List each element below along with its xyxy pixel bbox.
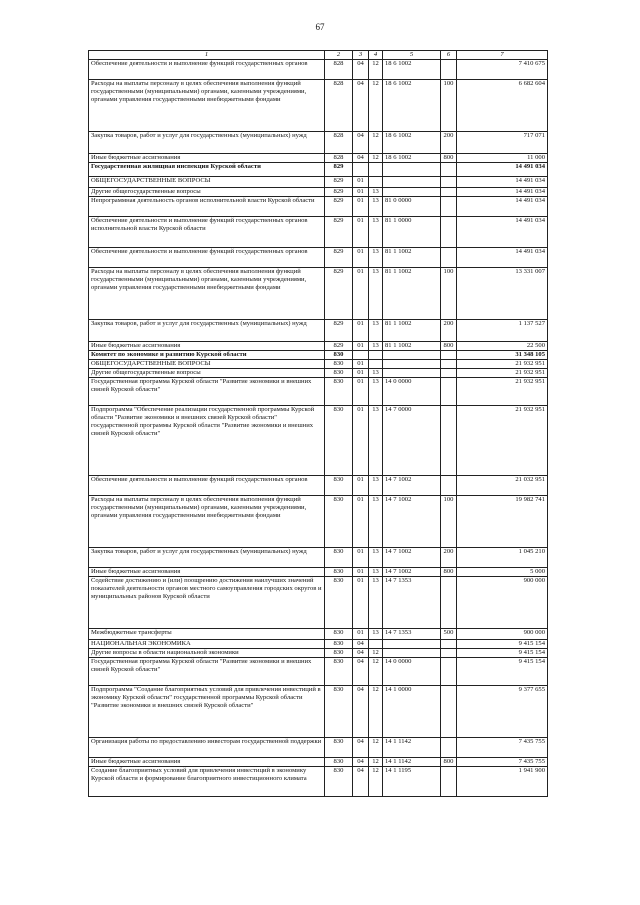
row-code-rz: 01 <box>353 406 369 476</box>
row-code-grbs: 830 <box>325 406 353 476</box>
row-code-csr: 81 1 0000 <box>383 217 441 248</box>
row-code-grbs: 828 <box>325 132 353 154</box>
row-code-pr: 12 <box>369 154 383 163</box>
row-code-grbs: 830 <box>325 738 353 758</box>
table-row <box>89 177 548 188</box>
row-code-vr <box>441 378 457 406</box>
row-amount: 9 415 154 <box>457 649 548 658</box>
row-code-pr: 12 <box>369 767 383 797</box>
row-name: Обеспечение деятельности и выполнение функций государственных органов <box>89 476 325 496</box>
row-code-csr <box>383 360 441 369</box>
row-amount: 717 071 <box>457 132 548 154</box>
row-code-csr <box>383 188 441 197</box>
row-name: Иные бюджетные ассигнования <box>89 342 325 351</box>
table-row <box>89 476 548 496</box>
row-code-vr <box>441 163 457 177</box>
row-code-rz <box>353 351 369 360</box>
table-row <box>89 351 548 360</box>
row-code-pr: 12 <box>369 649 383 658</box>
row-amount: 7 435 755 <box>457 738 548 758</box>
row-amount: 5 000 <box>457 568 548 577</box>
table-row <box>89 378 548 406</box>
table-row <box>89 188 548 197</box>
row-code-vr: 800 <box>441 154 457 163</box>
row-amount: 21 032 951 <box>457 476 548 496</box>
budget-table <box>88 50 548 797</box>
row-code-csr <box>383 369 441 378</box>
row-code-rz: 04 <box>353 758 369 767</box>
row-code-vr <box>441 360 457 369</box>
row-code-grbs: 830 <box>325 496 353 548</box>
row-code-pr: 13 <box>369 342 383 351</box>
row-code-vr <box>441 406 457 476</box>
table-row <box>89 342 548 351</box>
row-code-pr: 12 <box>369 658 383 686</box>
row-code-pr: 13 <box>369 369 383 378</box>
row-code-vr <box>441 197 457 217</box>
row-code-csr <box>383 163 441 177</box>
row-code-csr: 81 1 1002 <box>383 248 441 268</box>
row-code-grbs: 829 <box>325 197 353 217</box>
header-cell: 4 <box>369 51 383 60</box>
row-amount: 31 348 105 <box>457 351 548 360</box>
row-code-grbs: 829 <box>325 268 353 320</box>
row-code-csr: 14 0 0000 <box>383 378 441 406</box>
row-name: Другие общегосударственные вопросы <box>89 188 325 197</box>
row-code-grbs: 828 <box>325 80 353 132</box>
row-code-csr: 14 7 1353 <box>383 577 441 629</box>
row-code-vr <box>441 577 457 629</box>
row-code-pr: 13 <box>369 217 383 248</box>
row-code-csr: 81 1 1002 <box>383 342 441 351</box>
row-code-vr: 800 <box>441 342 457 351</box>
row-amount: 14 491 034 <box>457 217 548 248</box>
header-cell: 7 <box>457 51 548 60</box>
row-code-vr <box>441 476 457 496</box>
table-row <box>89 217 548 248</box>
table-row <box>89 60 548 80</box>
row-amount: 14 491 034 <box>457 188 548 197</box>
table-row <box>89 577 548 629</box>
row-name: Закупка товаров, работ и услуг для государственных (муниципальных) нужд <box>89 132 325 154</box>
row-code-pr: 12 <box>369 80 383 132</box>
row-code-rz: 01 <box>353 360 369 369</box>
row-code-grbs: 829 <box>325 163 353 177</box>
row-code-grbs: 830 <box>325 658 353 686</box>
row-code-grbs: 830 <box>325 577 353 629</box>
row-code-pr: 13 <box>369 320 383 342</box>
row-code-rz: 04 <box>353 767 369 797</box>
row-code-pr: 12 <box>369 738 383 758</box>
row-amount: 21 932 951 <box>457 369 548 378</box>
row-code-vr <box>441 658 457 686</box>
table-row <box>89 738 548 758</box>
row-amount: 9 415 154 <box>457 640 548 649</box>
row-code-vr <box>441 248 457 268</box>
row-code-csr: 14 1 0000 <box>383 686 441 738</box>
row-code-vr: 100 <box>441 80 457 132</box>
row-code-pr: 13 <box>369 476 383 496</box>
row-amount: 6 682 604 <box>457 80 548 132</box>
row-name: Расходы на выплаты персоналу в целях обеспечения выполнения функций государственными (муниципальными) органами, казенными учреждениями, органами управления государственными внебюджетными фондами <box>89 496 325 548</box>
row-code-pr: 12 <box>369 60 383 80</box>
row-code-rz: 01 <box>353 217 369 248</box>
row-code-csr: 14 1 1142 <box>383 738 441 758</box>
row-code-rz: 01 <box>353 177 369 188</box>
table-row <box>89 154 548 163</box>
row-code-grbs: 829 <box>325 188 353 197</box>
header-cell: 5 <box>383 51 441 60</box>
row-code-csr: 81 1 1002 <box>383 320 441 342</box>
row-name: Подпрограмма "Обеспечение реализации государственной программы Курской области "Развитие экономики и внешних связей Курской области" государственной программы Курской области "Развитие экономики и внешних связей Курской области" <box>89 406 325 476</box>
row-code-rz: 01 <box>353 629 369 640</box>
row-code-pr <box>369 177 383 188</box>
row-amount: 900 000 <box>457 629 548 640</box>
row-code-csr: 14 7 1002 <box>383 476 441 496</box>
table-row <box>89 649 548 658</box>
row-name: Комитет по экономике и развитию Курской области <box>89 351 325 360</box>
row-code-vr <box>441 686 457 738</box>
row-amount: 900 000 <box>457 577 548 629</box>
row-code-pr: 13 <box>369 496 383 548</box>
row-name: НАЦИОНАЛЬНАЯ ЭКОНОМИКА <box>89 640 325 649</box>
row-code-grbs: 830 <box>325 378 353 406</box>
row-name: Другие вопросы в области национальной экономики <box>89 649 325 658</box>
table-row <box>89 686 548 738</box>
page-number: 67 <box>315 22 325 32</box>
row-code-pr: 13 <box>369 268 383 320</box>
header-cell: 3 <box>353 51 369 60</box>
row-code-csr: 18 6 1002 <box>383 60 441 80</box>
row-amount: 22 500 <box>457 342 548 351</box>
row-code-pr: 13 <box>369 197 383 217</box>
row-amount: 1 045 210 <box>457 548 548 568</box>
row-amount: 14 491 034 <box>457 177 548 188</box>
row-code-grbs: 830 <box>325 360 353 369</box>
row-name: Межбюджетные трансферты <box>89 629 325 640</box>
row-name: Государственная программа Курской области "Развитие экономики и внешних связей Курской области" <box>89 378 325 406</box>
header-cell: 6 <box>441 51 457 60</box>
header-cell: 2 <box>325 51 353 60</box>
row-code-rz: 01 <box>353 577 369 629</box>
row-name: Иные бюджетные ассигнования <box>89 568 325 577</box>
row-code-pr: 13 <box>369 568 383 577</box>
row-code-pr: 13 <box>369 406 383 476</box>
table-body <box>89 60 548 797</box>
table-row <box>89 163 548 177</box>
row-code-grbs: 830 <box>325 476 353 496</box>
row-code-rz: 01 <box>353 248 369 268</box>
row-code-rz: 04 <box>353 738 369 758</box>
row-code-csr: 14 1 1195 <box>383 767 441 797</box>
row-code-pr: 12 <box>369 758 383 767</box>
table-row <box>89 758 548 767</box>
row-code-rz: 01 <box>353 496 369 548</box>
row-code-rz: 04 <box>353 649 369 658</box>
row-amount: 14 491 034 <box>457 197 548 217</box>
row-code-grbs: 829 <box>325 217 353 248</box>
row-code-rz: 01 <box>353 476 369 496</box>
row-code-vr: 200 <box>441 548 457 568</box>
table-row <box>89 197 548 217</box>
row-amount: 11 000 <box>457 154 548 163</box>
row-amount: 7 435 755 <box>457 758 548 767</box>
row-code-csr <box>383 640 441 649</box>
row-code-rz: 01 <box>353 188 369 197</box>
row-name: Создание благоприятных условий для привлечения инвестиций в экономику Курской области и формирование благоприятного инвестиционного климата <box>89 767 325 797</box>
row-code-csr <box>383 177 441 188</box>
row-code-pr <box>369 360 383 369</box>
row-code-pr <box>369 163 383 177</box>
row-name: Закупка товаров, работ и услуг для государственных (муниципальных) нужд <box>89 548 325 568</box>
row-code-vr <box>441 369 457 378</box>
row-code-rz: 01 <box>353 268 369 320</box>
row-name: Организация работы по предоставлению инвесторам государственной поддержки <box>89 738 325 758</box>
row-code-vr <box>441 351 457 360</box>
row-code-vr: 800 <box>441 568 457 577</box>
row-amount: 14 491 034 <box>457 163 548 177</box>
row-code-grbs: 828 <box>325 154 353 163</box>
row-amount: 1 137 527 <box>457 320 548 342</box>
row-amount: 13 331 007 <box>457 268 548 320</box>
row-code-rz: 04 <box>353 132 369 154</box>
row-code-csr: 81 0 0000 <box>383 197 441 217</box>
row-code-grbs: 830 <box>325 649 353 658</box>
row-code-csr <box>383 649 441 658</box>
row-code-grbs: 828 <box>325 60 353 80</box>
row-code-rz: 04 <box>353 60 369 80</box>
row-code-pr: 12 <box>369 132 383 154</box>
row-code-grbs: 830 <box>325 758 353 767</box>
table-row <box>89 629 548 640</box>
table-header-row <box>89 51 548 60</box>
row-code-vr <box>441 767 457 797</box>
row-code-vr <box>441 60 457 80</box>
row-code-vr <box>441 640 457 649</box>
row-code-rz: 04 <box>353 658 369 686</box>
row-code-vr: 500 <box>441 629 457 640</box>
row-code-csr: 81 1 1002 <box>383 268 441 320</box>
row-name: Расходы на выплаты персоналу в целях обеспечения выполнения функций государственными (муниципальными) органами, казенными учреждениями, органами управления государственными внебюджетными фондами <box>89 80 325 132</box>
row-name: Расходы на выплаты персоналу в целях обеспечения выполнения функций государственными (муниципальными) органами, казенными учреждениями, органами управления государственными внебюджетными фондами <box>89 268 325 320</box>
row-amount: 21 932 951 <box>457 360 548 369</box>
row-code-grbs: 830 <box>325 629 353 640</box>
row-code-pr: 12 <box>369 686 383 738</box>
row-amount: 21 932 951 <box>457 378 548 406</box>
row-code-pr <box>369 351 383 360</box>
row-code-rz: 04 <box>353 80 369 132</box>
row-name: Государственная программа Курской области "Развитие экономики и внешних связей Курской области" <box>89 658 325 686</box>
row-code-csr: 14 7 1002 <box>383 568 441 577</box>
table-row <box>89 132 548 154</box>
row-code-vr <box>441 177 457 188</box>
row-code-pr: 13 <box>369 188 383 197</box>
row-code-grbs: 830 <box>325 351 353 360</box>
row-code-vr: 200 <box>441 132 457 154</box>
row-code-csr: 14 7 0000 <box>383 406 441 476</box>
row-code-grbs: 830 <box>325 548 353 568</box>
row-name: Иные бюджетные ассигнования <box>89 758 325 767</box>
row-name: Другие общегосударственные вопросы <box>89 369 325 378</box>
table-row <box>89 360 548 369</box>
row-code-rz: 01 <box>353 369 369 378</box>
row-name: Подпрограмма "Создание благоприятных условий для привлечения инвестиций в экономику Курской области" государственной программы Курской области "Развитие экономики и внешних связей Курской области" <box>89 686 325 738</box>
row-name: Обеспечение деятельности и выполнение функций государственных органов исполнительной власти Курской области <box>89 217 325 248</box>
row-code-rz: 04 <box>353 686 369 738</box>
table-row <box>89 640 548 649</box>
row-code-pr: 13 <box>369 629 383 640</box>
row-code-vr: 800 <box>441 758 457 767</box>
header-cell: 1 <box>89 51 325 60</box>
row-code-csr: 14 1 1142 <box>383 758 441 767</box>
table-row <box>89 496 548 548</box>
row-code-vr: 200 <box>441 320 457 342</box>
row-code-vr: 100 <box>441 268 457 320</box>
row-code-vr <box>441 738 457 758</box>
row-code-grbs: 830 <box>325 369 353 378</box>
row-name: ОБЩЕГОСУДАРСТВЕННЫЕ ВОПРОСЫ <box>89 177 325 188</box>
row-amount: 9 377 655 <box>457 686 548 738</box>
row-code-rz <box>353 163 369 177</box>
row-code-grbs: 829 <box>325 248 353 268</box>
row-code-vr <box>441 649 457 658</box>
row-amount: 7 410 675 <box>457 60 548 80</box>
table-row <box>89 658 548 686</box>
row-name: Обеспечение деятельности и выполнение функций государственных органов <box>89 248 325 268</box>
table-row <box>89 406 548 476</box>
row-code-rz: 01 <box>353 320 369 342</box>
row-code-csr: 14 7 1002 <box>383 548 441 568</box>
row-code-grbs: 830 <box>325 686 353 738</box>
row-code-pr <box>369 640 383 649</box>
row-name: ОБЩЕГОСУДАРСТВЕННЫЕ ВОПРОСЫ <box>89 360 325 369</box>
row-code-rz: 01 <box>353 378 369 406</box>
row-code-grbs: 829 <box>325 342 353 351</box>
row-name: Непрограммная деятельность органов исполнительной власти Курской области <box>89 197 325 217</box>
row-name: Иные бюджетные ассигнования <box>89 154 325 163</box>
row-name: Содействие достижению и (или) поощрению достижения наилучших значений показателей деятельности органов местного самоуправления городских округов и муниципальных районов Курской области <box>89 577 325 629</box>
row-code-csr: 14 7 1353 <box>383 629 441 640</box>
row-code-grbs: 829 <box>325 320 353 342</box>
row-name: Государственная жилищная инспекция Курской области <box>89 163 325 177</box>
row-amount: 21 932 951 <box>457 406 548 476</box>
table-row <box>89 268 548 320</box>
row-code-pr: 13 <box>369 577 383 629</box>
row-code-grbs: 829 <box>325 177 353 188</box>
row-code-grbs: 830 <box>325 767 353 797</box>
row-code-rz: 01 <box>353 197 369 217</box>
row-code-rz: 01 <box>353 548 369 568</box>
row-code-csr: 18 6 1002 <box>383 80 441 132</box>
row-code-pr: 13 <box>369 248 383 268</box>
row-code-csr: 18 6 1002 <box>383 154 441 163</box>
row-code-csr: 14 0 0000 <box>383 658 441 686</box>
row-code-vr <box>441 188 457 197</box>
row-code-csr <box>383 351 441 360</box>
row-name: Закупка товаров, работ и услуг для государственных (муниципальных) нужд <box>89 320 325 342</box>
row-amount: 14 491 034 <box>457 248 548 268</box>
row-code-csr: 14 7 1002 <box>383 496 441 548</box>
table-row <box>89 767 548 797</box>
row-code-grbs: 830 <box>325 568 353 577</box>
row-code-pr: 13 <box>369 548 383 568</box>
row-code-rz: 01 <box>353 568 369 577</box>
row-amount: 1 941 900 <box>457 767 548 797</box>
table-row <box>89 568 548 577</box>
row-name: Обеспечение деятельности и выполнение функций государственных органов <box>89 60 325 80</box>
row-code-pr: 13 <box>369 378 383 406</box>
row-amount: 19 982 741 <box>457 496 548 548</box>
row-code-csr: 18 6 1002 <box>383 132 441 154</box>
row-code-rz: 04 <box>353 640 369 649</box>
table-row <box>89 548 548 568</box>
table-row <box>89 369 548 378</box>
table-row <box>89 248 548 268</box>
table-row <box>89 80 548 132</box>
row-code-vr: 100 <box>441 496 457 548</box>
row-amount: 9 415 154 <box>457 658 548 686</box>
row-code-vr <box>441 217 457 248</box>
row-code-rz: 01 <box>353 342 369 351</box>
table-row <box>89 320 548 342</box>
row-code-rz: 04 <box>353 154 369 163</box>
row-code-grbs: 830 <box>325 640 353 649</box>
